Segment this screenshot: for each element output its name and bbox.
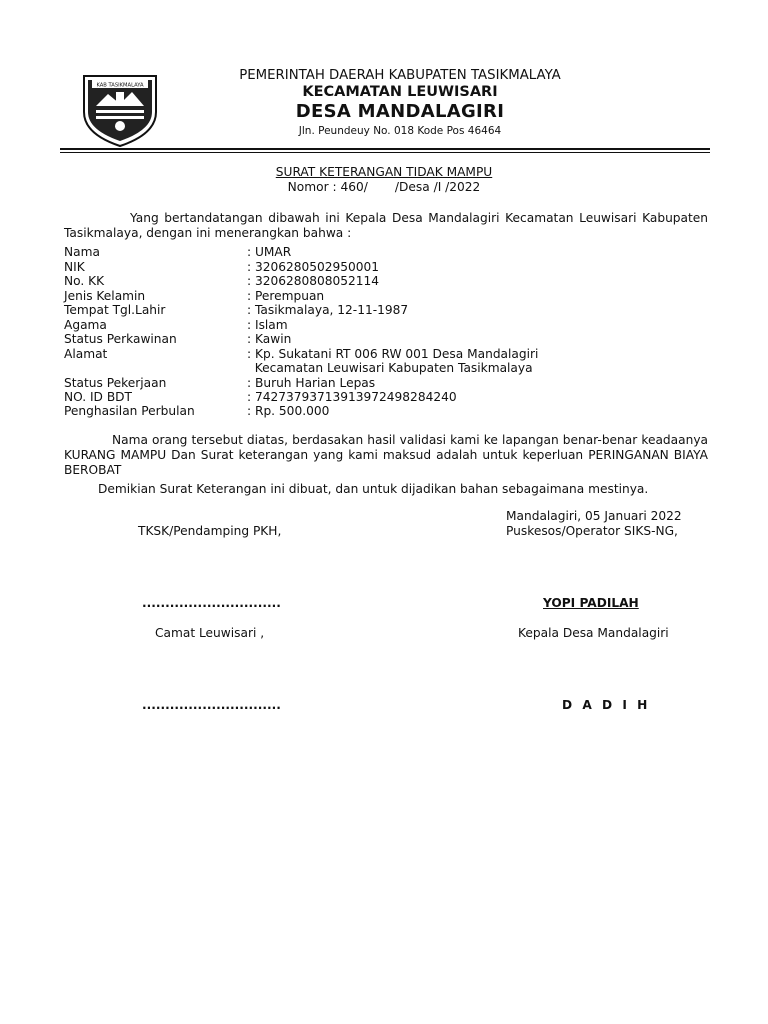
right-signer-name-1: YOPI PADILAH [543,596,639,610]
header-address: Jln. Peundeuy No. 018 Kode Pos 46464 [298,125,502,137]
header-rule-thick [60,148,710,150]
header-government: PEMERINTAH DAERAH KABUPATEN TASIKMALAYA [239,68,561,83]
place-date: Mandalagiri, 05 Januari 2022 [506,509,682,523]
header-rule-thin [60,152,710,153]
right-role-1: Puskesos/Operator SIKS-NG, [506,524,678,538]
left-signature-line-2: .............................. [142,698,281,712]
header-village: DESA MANDALAGIRI [295,101,505,122]
description-paragraph: Nama orang tersebut diatas, berdasakan hasil validasi kami ke lapangan benar-benar keadaanya KURANG MAMPU Dan Surat keterangan yang kami maksud adalah untuk keperluan PERINGANAN BIAYA BEROBAT [64,433,708,477]
right-role-2: Kepala Desa Mandalagiri [518,626,669,640]
left-signature-line-1: .............................. [142,596,281,610]
closing-paragraph: Demikian Surat Keterangan ini dibuat, dan untuk dijadikan bahan sebagaimana mestinya. [98,482,649,496]
right-signer-name-2: D A D I H [562,698,651,712]
regency-logo [78,68,162,148]
svg-text:KAB TASIKMALAYA: KAB TASIKMALAYA [96,82,144,89]
document-title: SURAT KETERANGAN TIDAK MAMPU [275,165,493,179]
left-role-2: Camat Leuwisari , [155,626,265,640]
left-role-1: TKSK/Pendamping PKH, [138,524,282,538]
header-district: KECAMATAN LEUWISARI [302,84,498,100]
document-number: Nomor : 460/ /Desa /I /2022 [287,180,481,194]
intro-paragraph: Yang bertandatangan dibawah ini Kepala Desa Mandalagiri Kecamatan Leuwisari Kabupaten Tasikmalaya, dengan ini menerangkan bahwa : [64,211,708,240]
